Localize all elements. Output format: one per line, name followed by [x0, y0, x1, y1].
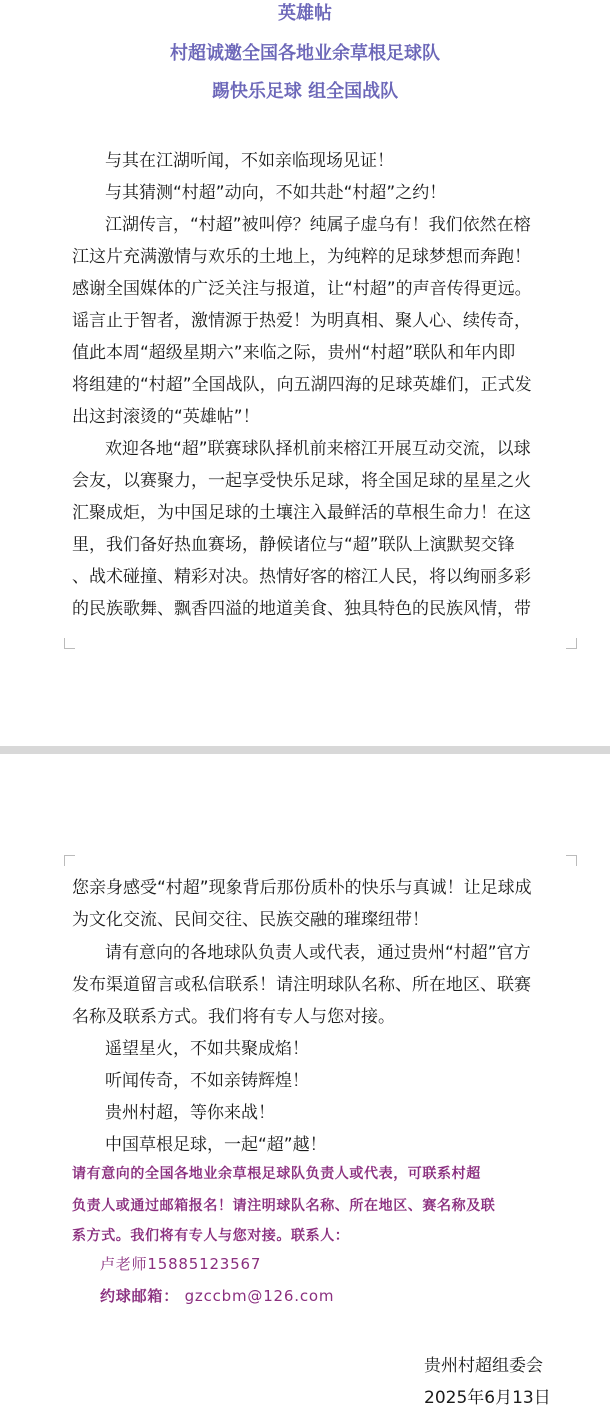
body-line: 会友，以赛聚力，一起享受快乐足球，将全国足球的星星之火 — [72, 471, 531, 491]
body-line: 感谢全国媒体的广泛关注与报道，让“村超”的声音传得更远。 — [72, 279, 532, 299]
body-line: 、战术碰撞、精彩对决。热情好客的榕江人民，将以绚丽多彩 — [72, 567, 531, 587]
document-page-2 — [0, 754, 610, 1417]
body-line: 汇聚成炬，为中国足球的土壤注入最鲜活的草根生命力！在这 — [72, 503, 531, 523]
page-separator — [0, 746, 610, 754]
contact-person: 卢老师15885123567 — [100, 1255, 262, 1273]
body-line: 发布渠道留言或私信联系！请注明球队名称、所在地区、联赛 — [72, 975, 531, 995]
contact-email-row — [100, 1286, 334, 1306]
body-line: 谣言止于智者，激情源于热爱！为明真相、聚人心、续传奇， — [72, 311, 531, 331]
body-line: 中国草根足球，一起“超”越！ — [105, 1135, 327, 1155]
body-line: 值此本周“超级星期六”来临之际，贵州“村超”联队和年内即 — [72, 343, 516, 363]
signature-date: 2025年6月13日 — [424, 1388, 551, 1408]
body-line: 欢迎各地“超”联赛球队择机前来榕江开展互动交流，以球 — [105, 439, 531, 459]
body-line: 出这封滚烫的“英雄帖”！ — [72, 407, 260, 427]
body-line: 将组建的“村超”全国战队，向五湖四海的足球英雄们，正式发 — [72, 375, 532, 395]
body-line: 与其猜测“村超”动向，不如共赴“村超”之约！ — [105, 183, 447, 203]
page-corner-mark — [64, 855, 75, 866]
email-address[interactable]: gzccbm@126.com — [184, 1287, 335, 1305]
body-line: 江这片充满激情与欢乐的土地上，为纯粹的足球梦想而奔跑！ — [72, 247, 531, 267]
document-subtitle-2: 踢快乐足球 组全国战队 — [211, 81, 399, 102]
body-line: 您亲身感受“村超”现象背后那份质朴的快乐与真诚！让足球成 — [72, 878, 532, 898]
page-corner-mark — [64, 638, 75, 649]
notice-line: 请有意向的全国各地业余草根足球队负责人或代表，可联系村超 — [72, 1166, 481, 1182]
document-subtitle-1: 村超诚邀全国各地业余草根足球队 — [170, 43, 440, 64]
body-line: 江湖传言，“村超”被叫停？纯属子虚乌有！我们依然在榕 — [105, 215, 531, 235]
page-corner-mark — [566, 855, 577, 866]
email-label: 约球邮箱： — [100, 1287, 180, 1305]
body-line: 请有意向的各地球队负责人或代表，通过贵州“村超”官方 — [105, 943, 531, 963]
body-line: 遥望星火，不如共聚成焰！ — [105, 1039, 309, 1059]
body-line: 里，我们备好热血赛场，静候诸位与“超”联队上演默契交锋 — [72, 535, 515, 555]
notice-line: 系方式。我们将有专人与您对接。联系人： — [72, 1228, 350, 1244]
signature-org: 贵州村超组委会 — [424, 1356, 543, 1376]
body-line: 的民族歌舞、飘香四溢的地道美食、独具特色的民族风情，带 — [72, 599, 531, 619]
body-line: 听闻传奇，不如亲铸辉煌！ — [105, 1071, 309, 1091]
body-line: 名称及联系方式。我们将有专人与您对接。 — [72, 1007, 395, 1027]
document-title: 英雄帖 — [278, 3, 332, 24]
body-line: 与其在江湖听闻，不如亲临现场见证！ — [105, 151, 394, 171]
body-line: 贵州村超，等你来战！ — [105, 1103, 275, 1123]
body-line: 为文化交流、民间交往、民族交融的璀璨纽带！ — [72, 910, 429, 930]
page-corner-mark — [566, 638, 577, 649]
notice-line: 负责人或通过邮箱报名！请注明球队名称、所在地区、赛名称及联 — [72, 1198, 496, 1214]
